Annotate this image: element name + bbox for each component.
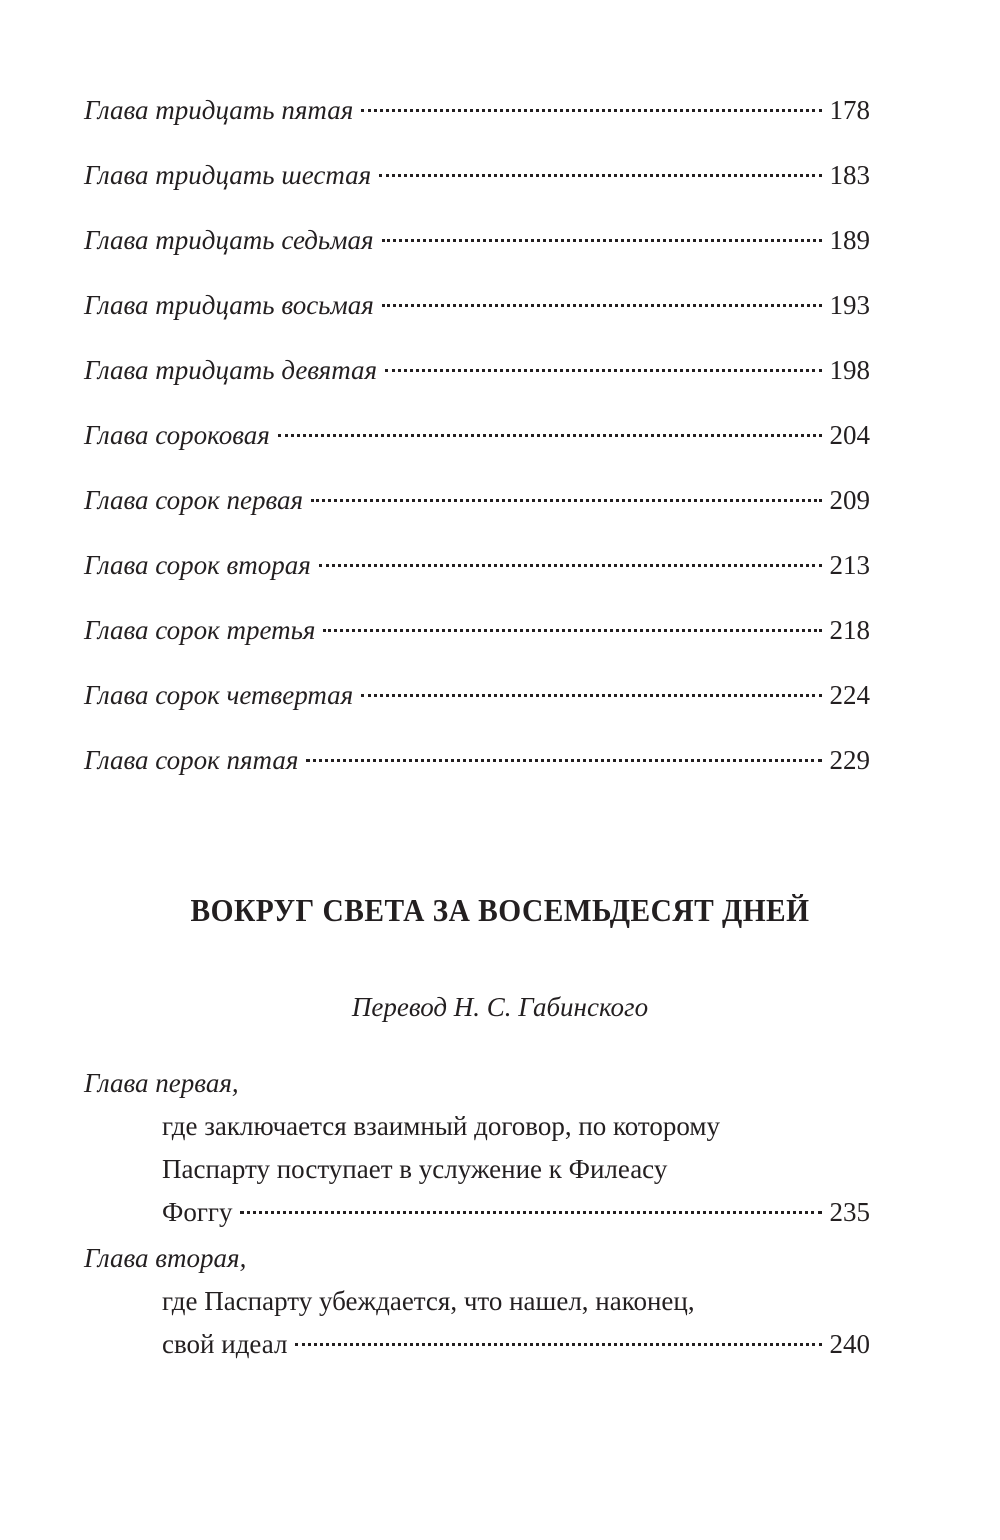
toc-entry-title: Глава сорок первая [84, 485, 304, 515]
toc-entry-title: Глава сорок третья [84, 615, 316, 645]
dot-leader [382, 304, 822, 307]
toc-entry [84, 285, 870, 350]
chapter-entry-first [84, 1062, 870, 1234]
chapter-heading: Глава вторая, [84, 1243, 247, 1273]
chapter-heading: Глава первая, [84, 1068, 239, 1098]
toc-entry-title: Глава сорок вторая [84, 550, 311, 580]
toc-entry-page: 224 [829, 680, 870, 710]
toc-entry [84, 545, 870, 610]
chapter-description-line: где Паспарту убеждается, что нашел, наконец, [162, 1286, 695, 1316]
toc-entry [84, 740, 870, 805]
toc-entry-title: Глава тридцать шестая [84, 160, 372, 190]
translator-credit: Перевод Н. С. Габинского [351, 992, 649, 1022]
chapter-page: 240 [829, 1329, 870, 1359]
toc-entry [84, 90, 870, 155]
chapter-page: 235 [829, 1197, 870, 1227]
toc-entry-title: Глава тридцать седьмая [84, 225, 374, 255]
toc-entry-page: 189 [829, 225, 870, 255]
toc-entry-title: Глава сорок пятая [84, 745, 299, 775]
chapter-description-line: Паспарту поступает в услужение к Филеасу [162, 1154, 668, 1184]
dot-leader [311, 499, 821, 502]
dot-leader [319, 564, 822, 567]
toc-entry-page: 198 [829, 355, 870, 385]
toc-entry-page: 218 [829, 615, 870, 645]
toc-entry-page: 213 [829, 550, 870, 580]
toc-entry-page: 183 [829, 160, 870, 190]
toc-entry-page: 204 [829, 420, 870, 450]
dot-leader [361, 109, 821, 112]
chapter-entry-second [84, 1237, 870, 1366]
toc-entry [84, 155, 870, 220]
toc-entry-title: Глава тридцать пятая [84, 95, 354, 125]
dot-leader [240, 1211, 821, 1214]
toc-entry-title: Глава сороковая [84, 420, 270, 450]
chapter-description-end: свой идеал [162, 1329, 288, 1359]
toc-entry [84, 415, 870, 480]
toc-entry [84, 350, 870, 415]
chapter-description-end: Фоггу [162, 1197, 233, 1227]
dot-leader [323, 629, 821, 632]
dot-leader [379, 174, 821, 177]
dot-leader [385, 369, 821, 372]
book-title: ВОКРУГ СВЕТА ЗА ВОСЕМЬДЕСЯТ ДНЕЙ [190, 892, 810, 928]
chapter-last-line [162, 1323, 870, 1366]
toc-entry [84, 675, 870, 740]
table-of-contents [84, 90, 870, 805]
toc-entry-page: 178 [829, 95, 870, 125]
chapter-last-line [162, 1191, 870, 1234]
dot-leader [382, 239, 822, 242]
dot-leader [278, 434, 822, 437]
toc-entry [84, 610, 870, 675]
toc-entry-page: 193 [829, 290, 870, 320]
toc-entry-page: 209 [829, 485, 870, 515]
dot-leader [361, 694, 821, 697]
dot-leader [295, 1343, 821, 1346]
chapter-description-line: где заключается взаимный договор, по которому [162, 1111, 720, 1141]
dot-leader [306, 759, 821, 762]
toc-entry [84, 220, 870, 285]
toc-entry [84, 480, 870, 545]
toc-entry-title: Глава тридцать восьмая [84, 290, 374, 320]
toc-entry-page: 229 [829, 745, 870, 775]
toc-entry-title: Глава тридцать девятая [84, 355, 378, 385]
toc-entry-title: Глава сорок четвертая [84, 680, 354, 710]
